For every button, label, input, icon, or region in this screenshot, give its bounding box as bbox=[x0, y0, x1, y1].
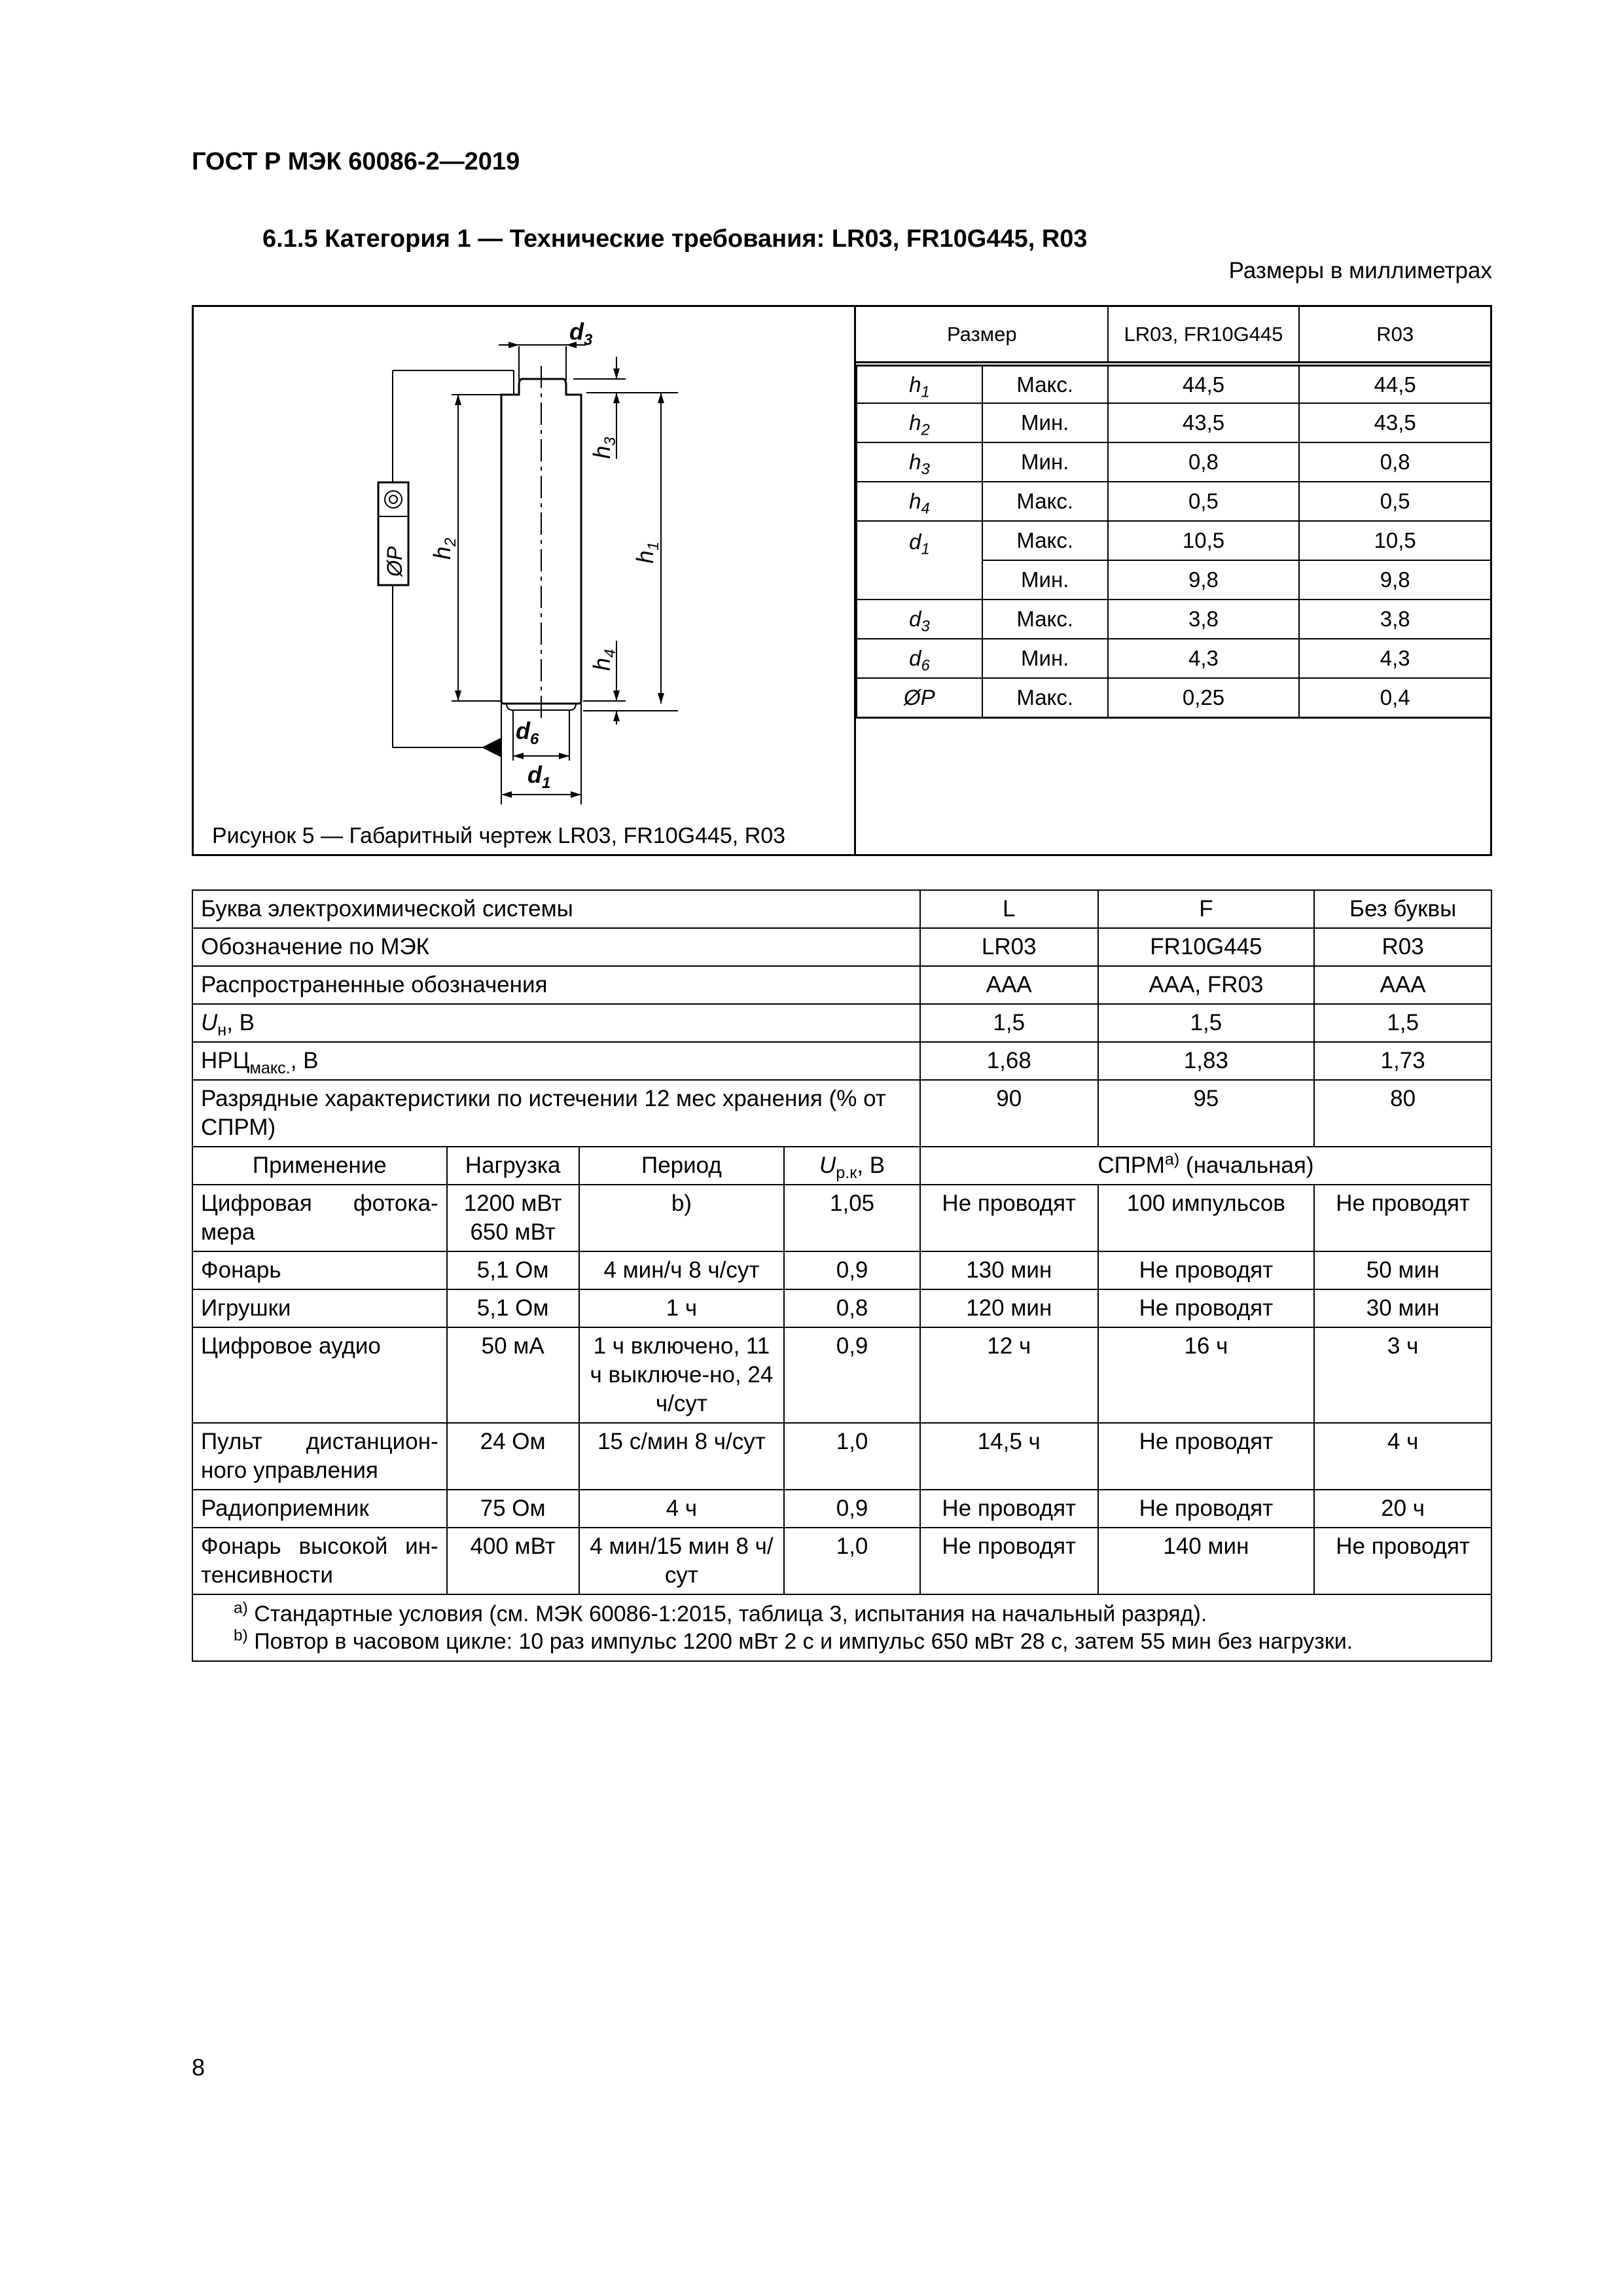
property-label: Обозначение по МЭК bbox=[192, 928, 920, 966]
property-value: R03 bbox=[1314, 928, 1491, 966]
property-value: 1,68 bbox=[920, 1042, 1098, 1080]
label-phi-p: ØP bbox=[383, 546, 406, 577]
application-sprm-value: 14,5 ч bbox=[920, 1423, 1098, 1490]
application-period: 4 ч bbox=[579, 1490, 785, 1528]
characteristics-table bbox=[192, 889, 1492, 1662]
label-d1: $d_1$ bbox=[527, 761, 551, 792]
application-sprm-value: 20 ч bbox=[1314, 1490, 1491, 1528]
dimension-table-header bbox=[857, 307, 1490, 364]
header-sprm: СПРМ$^{a)}$ (начальная) bbox=[920, 1147, 1491, 1185]
application-sprm-value: Не проводят bbox=[1098, 1251, 1315, 1289]
property-row bbox=[192, 1004, 1491, 1042]
application-end-voltage: 0,9 bbox=[784, 1251, 920, 1289]
application-row bbox=[192, 1327, 1491, 1423]
application-row bbox=[192, 1251, 1491, 1289]
section-title: 6.1.5 Категория 1 — Технические требования: LR03, FR10G445, R03 bbox=[262, 225, 1088, 253]
application-sprm-value: 16 ч bbox=[1098, 1327, 1315, 1423]
application-load: 50 мА bbox=[447, 1327, 579, 1423]
dimensions-note: Размеры в миллиметрах bbox=[1228, 258, 1492, 283]
application-row bbox=[192, 1528, 1491, 1594]
header-period: Период bbox=[579, 1147, 785, 1185]
application-end-voltage: 1,05 bbox=[784, 1185, 920, 1251]
dimension-value-lr03: 3,8 bbox=[1108, 600, 1300, 639]
label-h3: $h_3$ bbox=[588, 437, 619, 459]
dimension-value-r03: 43,5 bbox=[1299, 403, 1490, 442]
application-end-voltage: 0,9 bbox=[784, 1327, 920, 1423]
dimension-limit: Мин. bbox=[982, 442, 1108, 482]
notes-row bbox=[192, 1594, 1491, 1661]
property-value: 1,73 bbox=[1314, 1042, 1491, 1080]
label-d3: d bbox=[569, 318, 584, 345]
application-end-voltage: 0,8 bbox=[784, 1289, 920, 1327]
dimension-limit: Макс. bbox=[982, 364, 1108, 403]
table-note: $^{b)}$ Повтор в часовом цикле: 10 раз импульс 1200 мВт 2 с и импульс 650 мВт 28 с, затем 55 мин без нагрузки. bbox=[234, 1626, 1353, 1654]
application-name: Цифровое аудио bbox=[192, 1327, 447, 1423]
property-value: AAA bbox=[920, 966, 1098, 1004]
application-load: 5,1 Ом bbox=[447, 1251, 579, 1289]
property-value: 1,5 bbox=[1314, 1004, 1491, 1042]
property-row bbox=[192, 966, 1491, 1004]
dimension-symbol: $d_6$ bbox=[857, 639, 982, 678]
application-load: 24 Ом bbox=[447, 1423, 579, 1490]
dimension-value-r03: 4,3 bbox=[1299, 639, 1490, 678]
application-sprm-value: 140 мин bbox=[1098, 1528, 1315, 1594]
application-row bbox=[192, 1185, 1491, 1251]
application-sprm-value: 3 ч bbox=[1314, 1327, 1491, 1423]
application-period: b) bbox=[579, 1185, 785, 1251]
application-name: Радиоприемник bbox=[192, 1490, 447, 1528]
application-row bbox=[192, 1423, 1491, 1490]
header-lr03: LR03, FR10G445 bbox=[1108, 307, 1300, 364]
property-value: F bbox=[1098, 890, 1315, 928]
property-value: 1,5 bbox=[1098, 1004, 1315, 1042]
application-period: 1 ч bbox=[579, 1289, 785, 1327]
dimension-row bbox=[857, 442, 1490, 482]
dimension-limit: Макс. bbox=[982, 482, 1108, 521]
application-sprm-value: Не проводят bbox=[1098, 1423, 1315, 1490]
application-sprm-value: 12 ч bbox=[920, 1327, 1098, 1423]
dimension-value-r03: 9,8 bbox=[1299, 560, 1490, 600]
dimension-value-lr03: 10,5 bbox=[1108, 521, 1300, 560]
application-period: 4 мин/ч 8 ч/сут bbox=[579, 1251, 785, 1289]
property-value: 80 bbox=[1314, 1080, 1491, 1147]
dimension-limit: Мин. bbox=[982, 639, 1108, 678]
dimension-symbol: $d_3$ bbox=[857, 600, 982, 639]
dimension-symbol: $h_3$ bbox=[857, 442, 982, 482]
figure-caption: Рисунок 5 — Габаритный чертеж LR03, FR10G445, R03 bbox=[212, 823, 786, 848]
application-sprm-value: 130 мин bbox=[920, 1251, 1098, 1289]
application-name: Фонарь высокой ин-тенсивности bbox=[192, 1528, 447, 1594]
header-size: Размер bbox=[857, 307, 1108, 364]
table-notes bbox=[192, 1594, 1491, 1661]
property-value: LR03 bbox=[920, 928, 1098, 966]
application-sprm-value: 50 мин bbox=[1314, 1251, 1491, 1289]
application-header-row bbox=[192, 1147, 1491, 1185]
property-value: L bbox=[920, 890, 1098, 928]
application-sprm-value: Не проводят bbox=[920, 1490, 1098, 1528]
label-h1: $h_1$ bbox=[632, 541, 662, 564]
application-name: Фонарь bbox=[192, 1251, 447, 1289]
property-value: Без буквы bbox=[1314, 890, 1491, 928]
application-end-voltage: 0,9 bbox=[784, 1490, 920, 1528]
application-load: 1200 мВт 650 мВт bbox=[447, 1185, 579, 1251]
table-note: $^{a)}$ Стандартные условия (см. МЭК 60086-1:2015, таблица 3, испытания на начальный разряд). bbox=[234, 1599, 1207, 1626]
dimension-value-r03: 10,5 bbox=[1299, 521, 1490, 560]
property-label: Распространенные обозначения bbox=[192, 966, 920, 1004]
dimension-value-lr03: 43,5 bbox=[1108, 403, 1300, 442]
dimension-value-r03: 0,4 bbox=[1299, 678, 1490, 717]
header-application: Применение bbox=[192, 1147, 447, 1185]
dimension-symbol: $h_2$ bbox=[857, 403, 982, 442]
dimension-limit: Мин. bbox=[982, 560, 1108, 600]
label-h2: $h_2$ bbox=[429, 537, 459, 560]
application-sprm-value: 100 импульсов bbox=[1098, 1185, 1315, 1251]
dimension-table bbox=[856, 307, 1490, 719]
property-value: 1,83 bbox=[1098, 1042, 1315, 1080]
dimension-symbol: $h_1$ bbox=[857, 364, 982, 403]
dimension-limit: Макс. bbox=[982, 521, 1108, 560]
property-row bbox=[192, 1080, 1491, 1147]
dimension-row bbox=[857, 482, 1490, 521]
application-period: 4 мин/15 мин 8 ч/сут bbox=[579, 1528, 785, 1594]
property-row bbox=[192, 890, 1491, 928]
dimension-limit: Макс. bbox=[982, 600, 1108, 639]
application-load: 5,1 Ом bbox=[447, 1289, 579, 1327]
property-label: $U_н$, В bbox=[192, 1004, 920, 1042]
svg-text:d3: $d_3$ bbox=[569, 318, 593, 349]
dimension-row bbox=[857, 600, 1490, 639]
application-sprm-value: Не проводят bbox=[1098, 1490, 1315, 1528]
dimension-value-lr03: 0,8 bbox=[1108, 442, 1300, 482]
dimension-row bbox=[857, 403, 1490, 442]
dimension-row bbox=[857, 364, 1490, 403]
application-sprm-value: Не проводят bbox=[1314, 1528, 1491, 1594]
document-id: ГОСТ Р МЭК 60086-2—2019 bbox=[192, 148, 520, 175]
application-name: Пульт дистанцион-ного управления bbox=[192, 1423, 447, 1490]
property-value: AAA bbox=[1314, 966, 1491, 1004]
application-sprm-value: Не проводят bbox=[1098, 1289, 1315, 1327]
property-label: $НРЦ_{макс.}$, В bbox=[192, 1042, 920, 1080]
dimension-limit: Макс. bbox=[982, 678, 1108, 717]
property-value: 1,5 bbox=[920, 1004, 1098, 1042]
application-sprm-value: 120 мин bbox=[920, 1289, 1098, 1327]
application-row bbox=[192, 1490, 1491, 1528]
application-sprm-value: Не проводят bbox=[920, 1528, 1098, 1594]
property-label: Разрядные характеристики по истечении 12 мес хранения (% от СПРМ) bbox=[192, 1080, 920, 1147]
property-label: Буква электрохимической системы bbox=[192, 890, 920, 928]
dimension-value-r03: 0,8 bbox=[1299, 442, 1490, 482]
application-sprm-value: Не проводят bbox=[1314, 1185, 1491, 1251]
dimension-value-r03: 0,5 bbox=[1299, 482, 1490, 521]
dimension-symbol: ØP bbox=[857, 678, 982, 717]
application-sprm-value: 4 ч bbox=[1314, 1423, 1491, 1490]
battery-dimension-drawing bbox=[194, 307, 854, 817]
application-end-voltage: 1,0 bbox=[784, 1423, 920, 1490]
application-period: 1 ч включено, 11 ч выключе-но, 24 ч/сут bbox=[579, 1327, 785, 1423]
dimension-symbol: $h_4$ bbox=[857, 482, 982, 521]
dimension-value-lr03: 9,8 bbox=[1108, 560, 1300, 600]
header-end-voltage: $U_{р.к}$, В bbox=[784, 1147, 920, 1185]
dimension-row bbox=[857, 521, 1490, 560]
header-r03: R03 bbox=[1299, 307, 1490, 364]
dimension-value-r03: 44,5 bbox=[1299, 364, 1490, 403]
property-value: AAA, FR03 bbox=[1098, 966, 1315, 1004]
application-period: 15 с/мин 8 ч/сут bbox=[579, 1423, 785, 1490]
dimension-value-lr03: 4,3 bbox=[1108, 639, 1300, 678]
application-name: Игрушки bbox=[192, 1289, 447, 1327]
dimension-value-r03: 3,8 bbox=[1299, 600, 1490, 639]
property-row bbox=[192, 928, 1491, 966]
application-end-voltage: 1,0 bbox=[784, 1528, 920, 1594]
dimension-value-lr03: 44,5 bbox=[1108, 364, 1300, 403]
application-sprm-value: Не проводят bbox=[920, 1185, 1098, 1251]
application-row bbox=[192, 1289, 1491, 1327]
label-d6: $d_6$ bbox=[516, 717, 539, 748]
dimension-row bbox=[857, 639, 1490, 678]
page-number: 8 bbox=[192, 2054, 205, 2081]
application-load: 400 мВт bbox=[447, 1528, 579, 1594]
property-value: FR10G445 bbox=[1098, 928, 1315, 966]
application-load: 75 Ом bbox=[447, 1490, 579, 1528]
dimension-row bbox=[857, 678, 1490, 717]
dimension-value-lr03: 0,25 bbox=[1108, 678, 1300, 717]
application-sprm-value: 30 мин bbox=[1314, 1289, 1491, 1327]
label-h4: $h_4$ bbox=[588, 649, 619, 671]
property-value: 95 bbox=[1098, 1080, 1315, 1147]
application-name: Цифровая фотока-мера bbox=[192, 1185, 447, 1251]
dimension-limit: Мин. bbox=[982, 403, 1108, 442]
header-load: Нагрузка bbox=[447, 1147, 579, 1185]
property-value: 90 bbox=[920, 1080, 1098, 1147]
property-row bbox=[192, 1042, 1491, 1080]
dimension-symbol: $d_1$ bbox=[857, 521, 982, 600]
dimension-value-lr03: 0,5 bbox=[1108, 482, 1300, 521]
